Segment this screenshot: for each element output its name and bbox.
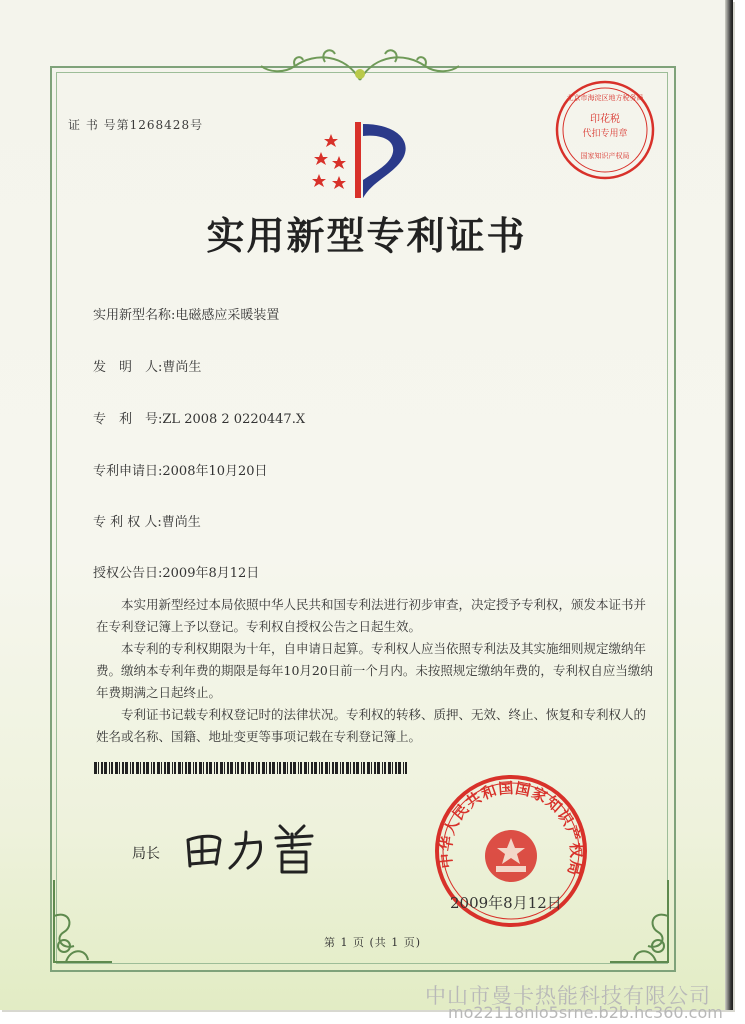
certificate-number: 证 书 号第1268428号 — [68, 118, 204, 132]
certificate-body — [96, 594, 656, 748]
patentee-value: 曹尚生 — [161, 515, 201, 530]
certificate-title: 实用新型专利证书 — [206, 213, 527, 258]
patent-number-value: ZL 2008 2 0220447.X — [162, 412, 306, 427]
page-number: 第 1 页 (共 1 页) — [323, 936, 422, 949]
tax-seal-stamp — [553, 78, 657, 182]
filing-date-label: 专利申请日: — [93, 464, 163, 479]
svg-text:代扣专用章: 代扣专用章 — [582, 129, 628, 139]
grant-date-label: 授权公告日: — [93, 566, 163, 581]
svg-text:北京市海淀区地方税务局: 北京市海淀区地方税务局 — [566, 94, 644, 102]
utility-model-name-row — [93, 304, 279, 323]
inventor-row — [93, 356, 201, 375]
body-paragraph-3: 专利证书记载专利权登记时的法律状况。专利权的转移、质押、无效、终止、恢复和专利权人的姓名或名称、国籍、地址变更等事项记载在专利登记簿上。 — [96, 707, 647, 744]
director-signature — [180, 818, 330, 878]
page-edge-shadow — [725, 0, 733, 1010]
bottom-right-ornament — [606, 876, 676, 966]
inventor-value: 曹尚生 — [162, 360, 202, 375]
bottom-left-ornament — [46, 876, 116, 966]
body-paragraph-1: 本实用新型经过本局依照中华人民共和国专利法进行初步审查，决定授予专利权，颁发本证书并在专利登记簿上予以登记。专利权自授权公告之日起生效。 — [96, 597, 647, 634]
utility-model-name-value: 电磁感应采暖装置 — [175, 308, 280, 323]
svg-text:印花税: 印花税 — [590, 114, 620, 125]
patent-office-logo — [305, 118, 425, 200]
patent-number-label: 专 利 号: — [93, 412, 163, 427]
patent-number-row — [93, 408, 305, 427]
patentee-row — [93, 511, 201, 530]
barcode — [94, 762, 410, 774]
inventor-label: 发 明 人: — [93, 360, 163, 375]
body-paragraph-2: 本专利的专利权期限为十年，自申请日起算。专利权人应当依照专利法及其实施细则规定缴纳年费。缴纳本专利年费的期限是每年10月20日前一个月内。未按照规定缴纳年费的，专利权自应当缴纳年费期满之日起终止。 — [96, 641, 653, 700]
svg-text:国家知识产权局: 国家知识产权局 — [580, 152, 630, 160]
filing-date-value: 2008年10月20日 — [162, 464, 268, 479]
patentee-label: 专 利 权 人: — [93, 515, 162, 530]
grant-date-row — [93, 562, 259, 581]
grant-date-value: 2009年8月12日 — [162, 566, 260, 581]
director-label: 局长 — [132, 846, 160, 862]
utility-model-name-label: 实用新型名称: — [93, 308, 176, 323]
filing-date-row — [93, 460, 268, 479]
seal-date: 2009年8月12日 — [450, 894, 562, 912]
watermark-url: mo22118nlo5srne.b2b.hc360.com — [448, 1003, 723, 1022]
watermark-company: 中山市曼卡热能科技有限公司 — [425, 984, 711, 1008]
svg-text:中华人民共和国国家知识产权局: 中华人民共和国国家知识产权局 — [436, 778, 586, 878]
top-ornament — [255, 44, 465, 88]
